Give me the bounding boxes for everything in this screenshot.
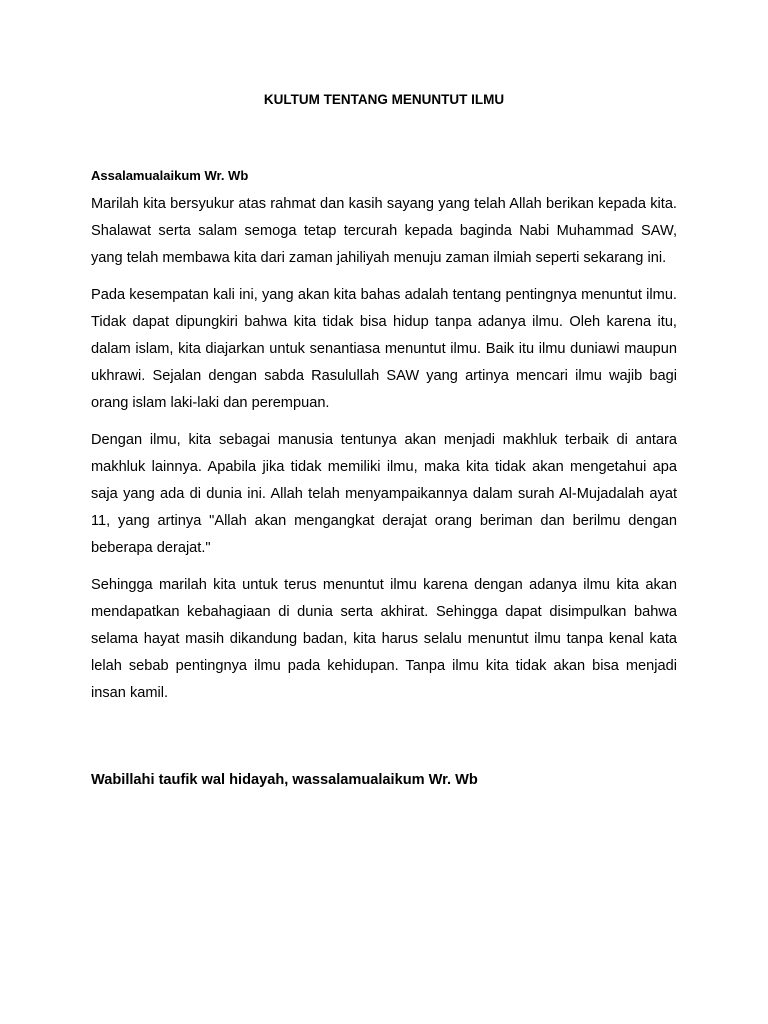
document-title: KULTUM TENTANG MENUNTUT ILMU: [263, 92, 505, 107]
paragraph-2: Pada kesempatan kali ini, yang akan kita bahas adalah tentang pentingnya menuntut ilmu. Tidak dapat dipungkiri bahwa kita tidak bisa hidup tanpa adanya ilmu. Oleh karena itu, dalam islam, kita diajarkan untuk senantiasa menuntut ilmu. Baik itu ilmu duniawi maupun ukhrawi. Sejalan dengan sabda Rasulullah SAW yang artinya mencari ilmu wajib bagi orang islam laki-laki dan perempuan.: [91, 287, 677, 411]
paragraph-1: Marilah kita bersyukur atas rahmat dan kasih sayang yang telah Allah berikan kepada kita. Shalawat serta salam semoga tetap tercurah kepada baginda Nabi Muhammad SAW, yang telah membawa kita dari zaman jahiliyah menuju zaman ilmiah seperti sekarang ini.: [91, 196, 677, 266]
paragraph-4: Sehingga marilah kita untuk terus menuntut ilmu karena dengan adanya ilmu kita akan mendapatkan kebahagiaan di dunia serta akhirat. Sehingga dapat disimpulkan bahwa selama hayat masih dikandung badan, kita harus selalu menuntut ilmu tanpa kenal kata lelah sebab pentingnya ilmu pada kehidupan. Tanpa ilmu kita tidak akan bisa menjadi insan kamil.: [91, 577, 677, 701]
paragraph-3: Dengan ilmu, kita sebagai manusia tentunya akan menjadi makhluk terbaik di antara makhluk lainnya. Apabila jika tidak memiliki ilmu, maka kita tidak akan mengetahui apa saja yang ada di dunia ini. Allah telah menyampaikannya dalam surah Al-Mujadalah ayat 11, yang artinya "Allah akan mengangkat derajat orang beriman dan berilmu dengan beberapa derajat.": [91, 432, 677, 556]
document-body: [91, 191, 677, 717]
greeting: Assalamualaikum Wr. Wb: [91, 168, 249, 183]
closing-salutation: Wabillahi taufik wal hidayah, wassalamualaikum Wr. Wb: [91, 772, 478, 788]
